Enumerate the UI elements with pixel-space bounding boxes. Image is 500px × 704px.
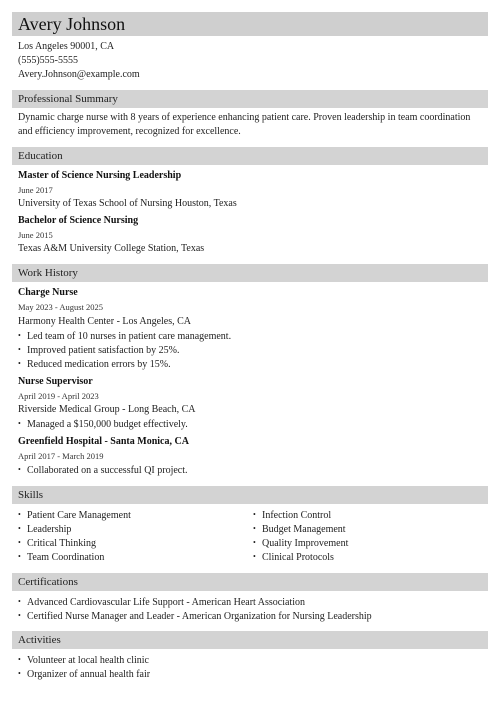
bullet-icon: • xyxy=(18,331,21,340)
job-employer: Riverside Medical Group - Long Beach, CA xyxy=(18,404,196,415)
skill-item: • Leadership xyxy=(18,524,72,535)
activity-item: • Organizer of annual health fair xyxy=(18,669,151,680)
skill-item: • Infection Control xyxy=(253,510,332,521)
bullet-icon: • xyxy=(18,510,21,519)
bullet-icon: • xyxy=(18,359,21,368)
education-date: June 2015 xyxy=(18,230,53,240)
skill-item: • Clinical Protocols xyxy=(253,552,334,563)
job-title: Nurse Supervisor xyxy=(18,376,93,387)
bullet-icon: • xyxy=(18,552,21,561)
bullet-icon: • xyxy=(18,655,21,664)
certifications-section-header xyxy=(12,573,488,591)
bullet-icon: • xyxy=(18,669,21,678)
skills-section-header xyxy=(12,486,488,504)
contact-phone: (555)555-5555 xyxy=(18,55,78,66)
education-degree: Master of Science Nursing Leadership xyxy=(18,170,182,181)
contact-location: Los Angeles 90001, CA xyxy=(18,41,115,52)
job-bullet: • Collaborated on a successful QI project. xyxy=(18,465,188,476)
education-school: University of Texas School of Nursing Houston, Texas xyxy=(18,198,237,209)
job-title: Greenfield Hospital - Santa Monica, CA xyxy=(18,436,189,447)
summary-section-title: Professional Summary xyxy=(18,93,118,105)
summary-text: Dynamic charge nurse with 8 years of experience enhancing patient care. Proven leadership in team coordination and efficiency improvement, recognized for excellence. xyxy=(18,112,471,137)
job-bullet: • Improved patient satisfaction by 25%. xyxy=(18,345,180,356)
job-bullet: • Reduced medication errors by 15%. xyxy=(18,359,171,370)
work-section-header xyxy=(12,264,488,282)
bullet-icon: • xyxy=(18,419,21,428)
name-header-bar xyxy=(12,12,488,36)
job-bullet: • Managed a $150,000 budget effectively. xyxy=(18,419,188,430)
education-section-title: Education xyxy=(18,150,63,162)
skill-item: • Quality Improvement xyxy=(253,538,349,549)
bullet-icon: • xyxy=(18,345,21,354)
job-dates: May 2023 - August 2025 xyxy=(18,302,103,312)
skill-item: • Team Coordination xyxy=(18,552,105,563)
education-date: June 2017 xyxy=(18,185,53,195)
certification-item: • Advanced Cardiovascular Life Support - American Heart Association xyxy=(18,597,305,608)
bullet-icon: • xyxy=(253,538,256,547)
job-bullet: • Led team of 10 nurses in patient care management. xyxy=(18,331,232,342)
contact-email: Avery.Johnson@example.com xyxy=(18,69,140,80)
bullet-icon: • xyxy=(18,611,21,620)
skill-item: • Critical Thinking xyxy=(18,538,96,549)
bullet-icon: • xyxy=(18,597,21,606)
job-title: Charge Nurse xyxy=(18,287,78,298)
activity-item: • Volunteer at local health clinic xyxy=(18,655,149,666)
job-dates: April 2019 - April 2023 xyxy=(18,391,99,401)
activities-section-header xyxy=(12,631,488,649)
bullet-icon: • xyxy=(18,465,21,474)
bullet-icon: • xyxy=(253,510,256,519)
bullet-icon: • xyxy=(253,524,256,533)
job-dates: April 2017 - March 2019 xyxy=(18,451,104,461)
bullet-icon: • xyxy=(18,524,21,533)
summary-section-header xyxy=(12,90,488,108)
education-school: Texas A&M University College Station, Texas xyxy=(18,243,205,254)
job-employer: Harmony Health Center - Los Angeles, CA xyxy=(18,316,192,327)
work-section-title: Work History xyxy=(18,267,78,279)
certification-item: • Certified Nurse Manager and Leader - American Organization for Nursing Leadership xyxy=(18,611,372,622)
bullet-icon: • xyxy=(18,538,21,547)
skill-item: • Budget Management xyxy=(253,524,346,535)
activities-section-title: Activities xyxy=(18,634,61,646)
skills-section-title: Skills xyxy=(18,489,44,501)
education-degree: Bachelor of Science Nursing xyxy=(18,215,139,226)
certifications-section-title: Certifications xyxy=(18,576,78,588)
candidate-name: Avery Johnson xyxy=(18,14,126,34)
bullet-icon: • xyxy=(253,552,256,561)
education-section-header xyxy=(12,147,488,165)
skill-item: • Patient Care Management xyxy=(18,510,131,521)
